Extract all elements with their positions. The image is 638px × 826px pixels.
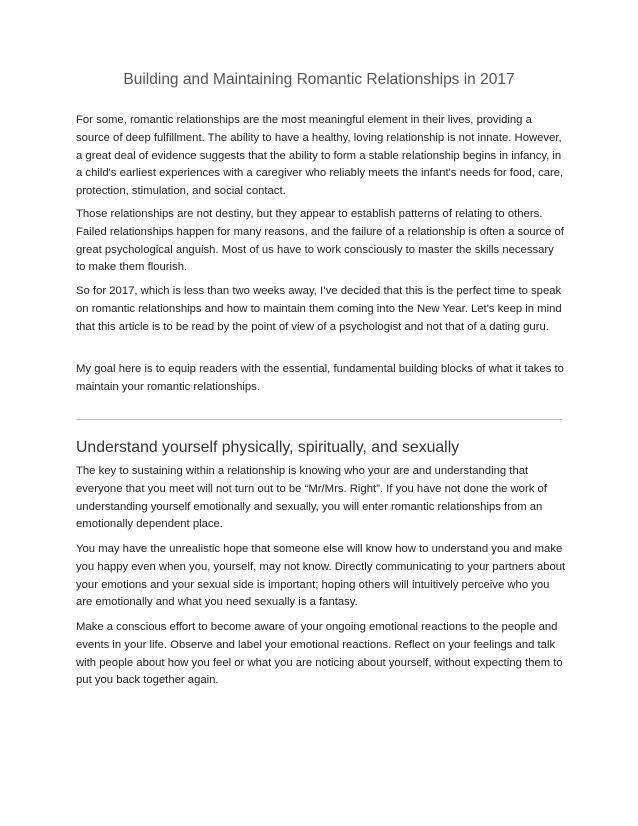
intro-paragraph-4: My goal here is to equip readers with the essential, fundamental building blocks of what it takes to maintain your romantic relationships. (76, 363, 564, 393)
section-heading: Understand yourself physically, spiritually, and sexually (76, 439, 460, 456)
section-paragraph-3: Make a conscious effort to become aware of your ongoing emotional reactions to the people and events in your life. Observe and label your emotional reactions. Reflect on your feelings and talk with people about how you feel or what you are noticing about yourself, without expecting them to put you back together again. (76, 621, 563, 687)
intro-paragraph-1: For some, romantic relationships are the most meaningful element in their lives, providing a source of deep fulfillment. The ability to have a healthy, loving relationship is not innate. However, a great deal of evidence suggests that the ability to form a stable relationship begins in infancy, in a child's earliest experiences with a caregiver who reliably meets the infant's needs for food, care, protection, stimulation, and social contact. (76, 114, 564, 198)
document-title: Building and Maintaining Romantic Relationships in 2017 (123, 71, 515, 88)
intro-paragraph-2: Those relationships are not destiny, but they appear to establish patterns of relating to others. Failed relationships happen for many reasons, and the failure of a relationship is often a source of great psychological anguish. Most of us have to work consciously to master the skills necessary to make them flourish. (76, 208, 564, 274)
intro-paragraph-3: So for 2017, which is less than two weeks away, I’ve decided that this is the perfect time to speak on romantic relationships and how to maintain them coming into the New Year. Let's keep in mind that this article is to be read by the point of view of a psychologist and not that of a dating guru. (76, 285, 562, 333)
section-divider (76, 419, 562, 420)
section-paragraph-1: The key to sustaining within a relationship is knowing who your are and understanding that everyone that you meet will not turn out to be “Mr/Mrs. Right”. If you have not done the work of understanding yourself emotionally and sexually, you will enter romantic relationships from an emotionally dependent place. (76, 465, 547, 531)
section-paragraph-2: You may have the unrealistic hope that someone else will know how to understand you and make you happy even when you, yourself, may not know. Directly communicating to your partners about your emotions and your sexual side is important; hoping others will intuitively perceive who you are emotionally and what you need sexually is a fantasy. (76, 543, 566, 609)
